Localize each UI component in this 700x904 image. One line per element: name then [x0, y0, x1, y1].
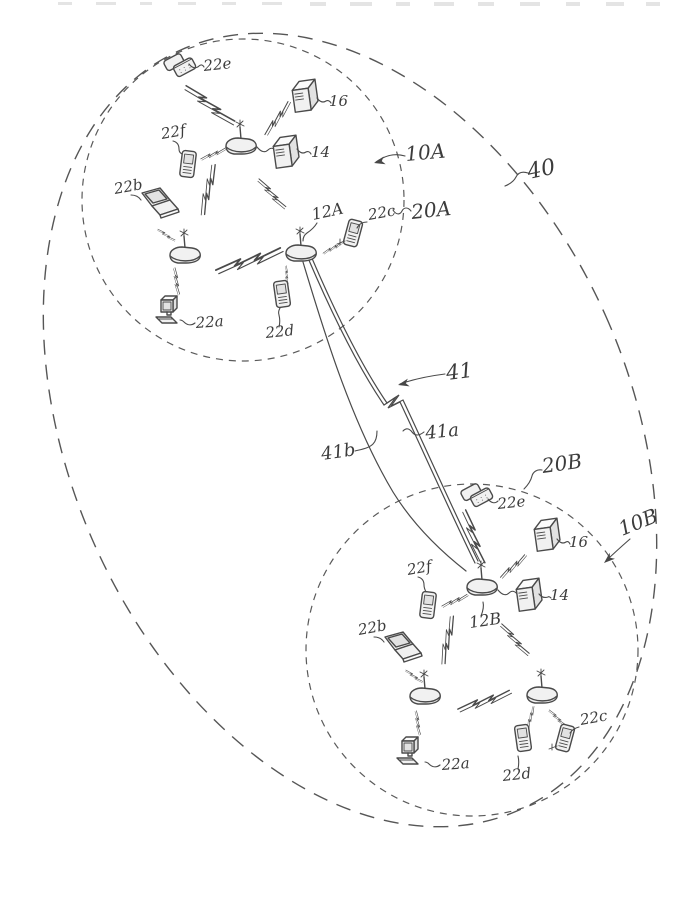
cluster-a-desktop-22a-icon	[156, 296, 177, 323]
label-device-22b-b: 22b	[356, 616, 388, 639]
label-device-22b-a: 22b	[112, 175, 144, 198]
leader-line	[173, 141, 182, 154]
label-device-22e-a: 22e	[202, 54, 233, 75]
label-server-14-a: 14	[311, 143, 331, 161]
wireless-signal-icon	[200, 148, 228, 161]
label-ap-12b: 12B	[467, 608, 503, 632]
label-server-14-b: 14	[550, 586, 570, 604]
wireless-signal-icon	[259, 101, 297, 137]
label-link-41b: 41b	[319, 439, 357, 465]
label-server-16-b: 16	[569, 533, 589, 551]
cluster-b-phone-22c-icon	[555, 724, 575, 753]
link-annotations	[319, 358, 474, 465]
coverage-area-20a	[82, 39, 404, 361]
cluster-b-access-point-12b-icon	[467, 561, 497, 595]
cluster-b-desktop-22a-icon	[397, 737, 418, 764]
cluster-a-phone-22d-icon	[273, 280, 290, 308]
wireless-signal-icon	[463, 508, 486, 566]
cluster-a-access-point-icon	[226, 120, 256, 154]
label-wan-40: 40	[525, 154, 558, 185]
wireless-signal-icon	[214, 248, 284, 274]
link-41b-line	[303, 262, 466, 571]
label-device-22a-b: 22a	[441, 754, 471, 774]
leader-line	[425, 762, 440, 767]
wireless-signal-icon	[456, 690, 512, 712]
cluster-b-phone-22d-icon	[514, 724, 531, 752]
cluster-b	[356, 449, 662, 785]
leader-line	[418, 577, 426, 592]
wireless-signal-icon	[321, 241, 345, 254]
inter-ap-links-41	[303, 256, 478, 571]
leader-line	[374, 637, 384, 642]
coverage-area-20b	[306, 484, 638, 816]
label-device-22e-b: 22e	[496, 492, 527, 513]
label-device-22d-b: 22d	[501, 764, 532, 785]
leader-line	[393, 208, 411, 214]
wireless-signal-icon	[257, 174, 286, 213]
label-device-22c-b: 22c	[578, 706, 609, 729]
wireless-signal-icon	[500, 619, 530, 660]
label-device-22a-a: 22a	[195, 312, 225, 332]
wireless-signal-icon	[413, 711, 422, 736]
label-network-10b: 10B	[614, 503, 662, 541]
wireless-signal-icon	[190, 163, 226, 216]
wireless-signal-icon	[405, 667, 423, 686]
cluster-b-laptop-22b-icon	[385, 632, 422, 662]
cluster-a-phone-22c-icon	[343, 219, 363, 248]
label-coverage-20b: 20B	[540, 448, 584, 478]
wireless-signal-icon	[441, 594, 470, 608]
page-edge-artifact	[58, 2, 660, 6]
label-ap-12a: 12A	[309, 198, 346, 224]
cluster-a-server-14-icon	[272, 135, 300, 168]
wire-link	[498, 590, 518, 595]
wireless-signal-icon	[496, 554, 530, 579]
cluster-a-access-point-2-icon	[170, 229, 200, 263]
label-device-22d-a: 22d	[264, 321, 295, 342]
wireless-signal-icon	[184, 76, 237, 134]
cluster-b-server-16-icon	[533, 518, 561, 551]
wireless-signal-icon	[157, 226, 176, 245]
leader-line	[303, 223, 317, 241]
label-link-41a: 41a	[424, 419, 460, 444]
arrow-41-line	[400, 374, 445, 384]
cluster-a-laptop-22b-icon	[142, 188, 179, 218]
leader-line	[180, 320, 195, 325]
cluster-b-access-point-3-icon	[527, 669, 557, 703]
label-link-41: 41	[444, 357, 475, 385]
label-server-16-a: 16	[329, 92, 349, 110]
cluster-b-phone-22f-icon	[419, 591, 436, 619]
cluster-b-access-point-2-icon	[410, 670, 440, 704]
label-network-10a: 10A	[404, 138, 447, 166]
cluster-a	[112, 49, 558, 342]
wireless-signal-icon	[172, 268, 182, 295]
wireless-signal-icon	[431, 615, 464, 665]
leader-line	[524, 470, 542, 489]
label-coverage-20a: 20A	[410, 195, 453, 224]
label-device-22f-a: 22f	[159, 120, 187, 143]
leader-line	[131, 195, 141, 200]
cluster-a-access-point-12a-icon	[286, 227, 316, 261]
label-device-22c-a: 22c	[366, 201, 397, 224]
link-41a-line	[308, 258, 475, 563]
cluster-a-server-16-icon	[291, 79, 319, 112]
arrowhead-41	[397, 379, 410, 389]
cluster-b-handset-22e-icon	[460, 479, 494, 510]
label-device-22f-b: 22f	[405, 556, 433, 579]
cluster-a-handset-22e-icon	[163, 49, 197, 80]
